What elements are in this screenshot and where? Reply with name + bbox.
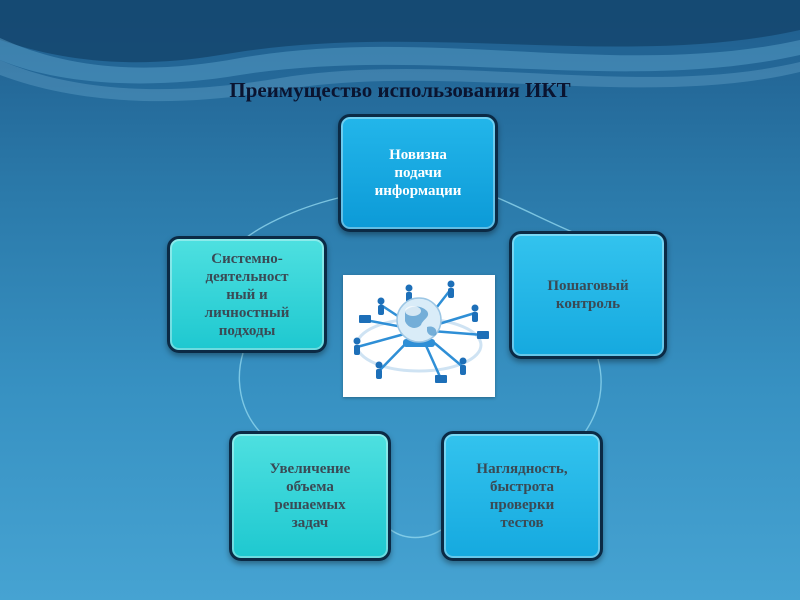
node-approaches: Системно- деятельност ный и личностный подходы (167, 236, 327, 353)
node-task-volume: Увеличение объема решаемых задач (229, 431, 391, 561)
globe-network-icon (343, 275, 495, 397)
node-step-control: Пошаговый контроль (509, 231, 667, 359)
globe-network-image (343, 275, 495, 397)
slide-title: Преимущество использования ИКТ (229, 78, 571, 102)
node-visibility: Наглядность, быстрота проверки тестов (441, 431, 603, 561)
node-novelty: Новизна подачи информации (338, 114, 498, 232)
